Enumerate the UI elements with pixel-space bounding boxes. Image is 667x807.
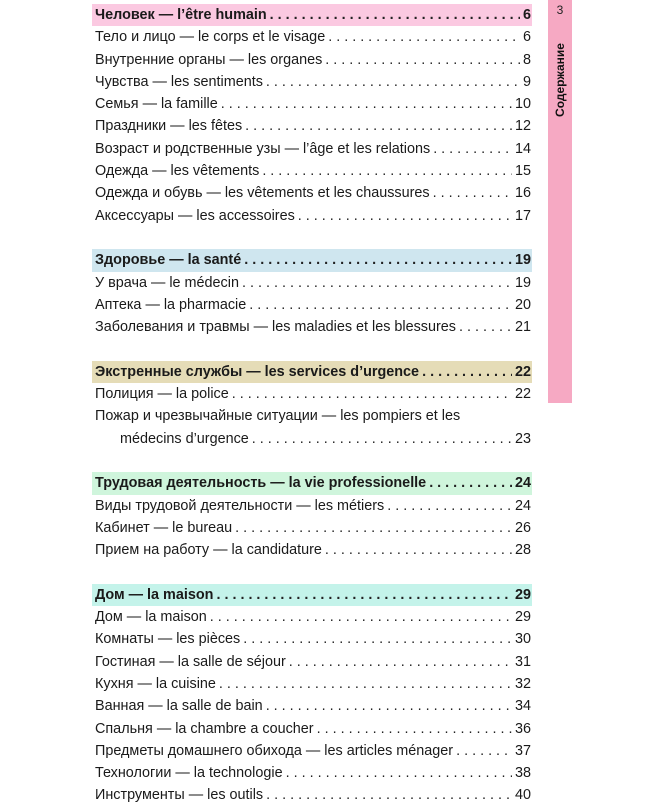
toc-entry[interactable] [92,272,532,294]
page-number: 8 [522,51,531,68]
sidebar-label-box [548,30,572,130]
entry-title: Экстренные службы — les services d’urgence [95,363,420,380]
entry-title: Заболевания и травмы — les maladies et les blessures [95,319,456,336]
toc-entry[interactable] [92,606,532,628]
page-number: 16 [514,185,531,202]
dot-leader [266,71,520,93]
page-number: 22 [514,386,531,403]
entry-title: Кабинет — le bureau [95,519,233,536]
toc-entry[interactable] [92,160,532,182]
page-number: 23 [514,430,531,447]
entry-title: Семья — la famille [95,96,218,113]
toc-entry[interactable] [92,539,532,561]
page-number: 40 [514,787,531,804]
page-number: 28 [514,542,531,559]
page-number: 29 [514,586,531,603]
dot-leader [317,718,512,740]
entry-title: Пожар и чрезвычайные ситуации — les pompiers et les [95,408,461,425]
toc-entry[interactable] [92,495,532,517]
page-number: 24 [514,497,531,514]
page-number: 30 [514,631,531,648]
dot-leader [433,138,512,160]
entry-title: Праздники — les fêtes [95,118,243,135]
toc-entry[interactable] [92,182,532,204]
page-number: 12 [514,118,531,135]
toc-entry[interactable] [92,517,532,539]
dot-leader [289,651,512,673]
table-of-contents [92,4,532,807]
toc-entry[interactable] [92,26,532,48]
entry-title: Возраст и родственные узы — l’âge et les relations [95,140,431,157]
dot-leader [244,249,512,271]
toc-entry[interactable] [92,138,532,160]
section-gap [92,561,532,583]
entry-title: Здоровье — la santé [95,252,242,269]
entry-title: Прием на работу — la candidature [95,542,322,559]
page-number: 14 [514,140,531,157]
page-number: 9 [522,73,531,90]
toc-entry[interactable] [92,71,532,93]
dot-leader [252,428,512,450]
page-number: 17 [514,207,531,224]
entry-title: Инструменты — les outils [95,787,264,804]
entry-title: Аптека — la pharmacie [95,296,247,313]
page-number: 38 [514,765,531,782]
dot-leader [221,93,512,115]
toc-entry[interactable] [92,673,532,695]
page-number: 32 [514,675,531,692]
toc-entry[interactable] [92,383,532,405]
page-number: 26 [514,519,531,536]
dot-leader [325,539,512,561]
dot-leader [266,695,512,717]
page-number: 20 [514,296,531,313]
entry-title: Полиция — la police [95,386,229,403]
dot-leader [270,4,520,26]
page-number: 6 [522,7,531,23]
dot-leader [262,160,512,182]
entry-title: Внутренние органы — les organes [95,51,323,68]
toc-entry[interactable] [92,762,532,784]
dot-leader [210,606,512,628]
section-heading[interactable] [92,584,532,606]
page-number: 21 [514,319,531,336]
toc-entry[interactable] [92,93,532,115]
toc-entry[interactable] [92,784,532,806]
entry-title: Предметы домашнего обихода — les articles ménager [95,742,454,759]
page-number: 6 [522,29,531,46]
dot-leader [235,517,512,539]
page-number: 15 [514,163,531,180]
entry-title: Чувства — les sentiments [95,73,263,90]
entry-title: Гостиная — la salle de séjour [95,653,286,670]
section-heading[interactable] [92,249,532,271]
toc-entry[interactable] [92,718,532,740]
dot-leader [387,495,512,517]
toc-entry[interactable] [92,294,532,316]
page-number: 34 [514,698,531,715]
entry-title: Дом — la maison [95,586,214,603]
dot-leader [242,272,512,294]
toc-entry-line[interactable] [92,405,532,427]
page-number: 37 [514,742,531,759]
dot-leader [456,740,512,762]
entry-title: У врача — le médecin [95,274,239,291]
section-heading[interactable] [92,361,532,383]
entry-title: médecins d’urgence [120,430,249,447]
page-number: 29 [514,609,531,626]
dot-leader [422,361,512,383]
toc-entry[interactable] [92,651,532,673]
entry-title: Трудовая деятельность — la vie professionelle [95,475,427,492]
entry-title: Одежда — les vêtements [95,163,260,180]
section-gap [92,227,532,249]
section-gap [92,338,532,360]
toc-entry[interactable] [92,740,532,762]
toc-entry[interactable] [92,428,532,450]
page-number: 3 [556,3,564,17]
section-gap [92,450,532,472]
dot-leader [243,628,512,650]
entry-title: Дом — la maison [95,609,207,626]
dot-leader [298,205,512,227]
entry-title: Одежда и обувь — les vêtements et les chaussures [95,185,430,202]
entry-title: Аксессуары — les accessoires [95,207,295,224]
page-number: 10 [514,96,531,113]
dot-leader [325,49,520,71]
entry-title: Человек — l’être humain [95,7,267,23]
entry-title: Технологии — la technologie [95,765,283,782]
page-number: 22 [514,363,531,380]
dot-leader [232,383,512,405]
entry-title: Тело и лицо — le corps et le visage [95,29,326,46]
dot-leader [433,182,512,204]
dot-leader [459,316,512,338]
page-number: 19 [514,252,531,269]
dot-leader [216,584,512,606]
toc-entry[interactable] [92,115,532,137]
section-heading[interactable] [92,472,532,494]
dot-leader [429,472,512,494]
page-number: 36 [514,720,531,737]
sidebar-label: Содержание [553,43,567,117]
entry-title: Ванная — la salle de bain [95,698,263,715]
entry-title: Спальня — la chambre a coucher [95,720,314,737]
toc-entry[interactable] [92,205,532,227]
entry-title: Комнаты — les pièces [95,631,241,648]
dot-leader [249,294,512,316]
dot-leader [266,784,512,806]
toc-entry[interactable] [92,316,532,338]
dot-leader [286,762,512,784]
page-number: 19 [514,274,531,291]
page-number: 24 [514,475,531,492]
toc-entry[interactable] [92,695,532,717]
section-heading[interactable] [92,4,532,26]
toc-entry[interactable] [92,49,532,71]
dot-leader [219,673,512,695]
entry-title: Кухня — la cuisine [95,675,216,692]
entry-title: Виды трудовой деятельности — les métiers [95,497,385,514]
page-number: 31 [514,653,531,670]
dot-leader [328,26,520,48]
dot-leader [245,115,512,137]
toc-entry[interactable] [92,628,532,650]
